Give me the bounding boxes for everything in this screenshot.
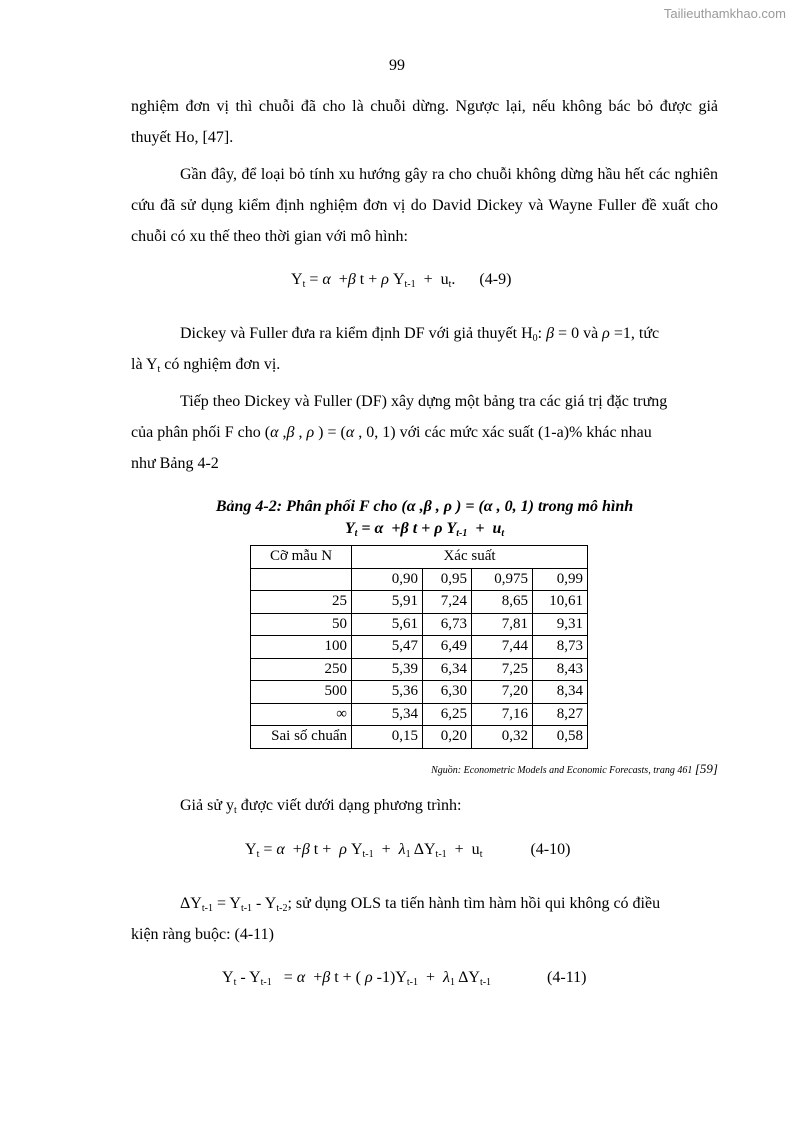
value-cell: 5,39	[352, 658, 423, 681]
paragraph-4: Tiếp theo Dickey và Fuller (DF) xây dựng một bảng tra các giá trị đặc trưng của phân phối F cho (α ,β , ρ ) = (α , 0, 1) với các mức xác suất (1-a)% khác nhau như Bảng 4-2	[131, 393, 668, 472]
value-cell: 9,31	[533, 613, 588, 636]
table-row	[251, 636, 588, 659]
watermark: Tailieuthamkhao.com	[663, 6, 786, 21]
table-row	[251, 591, 588, 614]
value-cell: 8,34	[533, 681, 588, 704]
value-cell: 8,73	[533, 636, 588, 659]
value-cell: 6,49	[423, 636, 472, 659]
equation-4-9: $Y_t = \alpha +\beta$ t + ρ $Y_{t-1} + u_t$. (4-9)	[291, 271, 512, 290]
table-row	[251, 613, 588, 636]
table-row	[251, 658, 588, 681]
sample-size-cell: Sai số chuẩn	[251, 726, 352, 749]
value-cell: 8,27	[533, 703, 588, 726]
value-cell: 6,34	[423, 658, 472, 681]
table-source: Nguồn: Econometric Models and Economic Forecasts, trang 461 [59]	[431, 761, 718, 776]
paragraph-6: $\Delta Y_{t-1} = Y_{t-1} - Y_{t-2}$; sử dụng OLS ta tiến hành tìm hàm hồi qui không có điều kiện ràng buộc: (4-11)	[131, 895, 661, 943]
table-caption: Bảng 4-2: Phân phối F cho (α ,β , ρ ) = (α , 0, 1) trong mô hình $Y_t = \alpha +\beta$ t + ρ $Y_{t-1} + u_t$	[215, 498, 634, 539]
sample-size-cell: 50	[251, 613, 352, 636]
distribution-table	[250, 545, 588, 749]
value-cell: 7,24	[423, 591, 472, 614]
value-cell: 8,65	[472, 591, 533, 614]
value-cell: 7,81	[472, 613, 533, 636]
paragraph-1: nghiệm đơn vị thì chuỗi đã cho là chuỗi dừng. Ngược lại, nếu không bác bỏ được giả thuyết Ho, [47].	[131, 98, 718, 146]
equation-4-11: $Y_t - Y_{t-1} = \alpha +\beta$ t + ( ρ $-1)Y_{t-1} + \lambda_1$ $\Delta Y_{t-1}$ (4-11)	[222, 969, 587, 988]
value-cell: 0,20	[423, 726, 472, 749]
header-probability: Xác suất	[352, 546, 588, 569]
value-cell: 5,34	[352, 703, 423, 726]
value-cell: 6,30	[423, 681, 472, 704]
value-cell: 0,58	[533, 726, 588, 749]
sample-size-cell: ∞	[251, 703, 352, 726]
value-cell: 5,36	[352, 681, 423, 704]
table-probability-row	[251, 568, 588, 591]
value-cell: 6,25	[423, 703, 472, 726]
sample-size-cell: 25	[251, 591, 352, 614]
value-cell: 7,16	[472, 703, 533, 726]
value-cell: 0,32	[472, 726, 533, 749]
table-row	[251, 726, 588, 749]
equation-number: (4-10)	[530, 841, 571, 858]
probability-cell: 0,95	[423, 568, 472, 591]
value-cell: 5,61	[352, 613, 423, 636]
equation-number: (4-11)	[547, 969, 587, 986]
value-cell: 5,47	[352, 636, 423, 659]
value-cell: 7,44	[472, 636, 533, 659]
value-cell: 10,61	[533, 591, 588, 614]
probability-cell: 0,99	[533, 568, 588, 591]
table-header-row	[251, 546, 588, 569]
probability-cell: 0,975	[472, 568, 533, 591]
value-cell: 6,73	[423, 613, 472, 636]
table-row	[251, 703, 588, 726]
sample-size-cell: 500	[251, 681, 352, 704]
page-number: 99	[389, 57, 405, 74]
value-cell: 5,91	[352, 591, 423, 614]
equation-4-10: $Y_t = \alpha +\beta$ t + ρ $Y_{t-1} + \lambda_1$ $\Delta Y_{t-1} + u_t$ (4-10)	[245, 841, 571, 860]
paragraph-3: Dickey và Fuller đưa ra kiểm định DF với giả thuyết $H_0$: β = 0 và ρ =1, tức là $Y_t$ có nghiệm đơn vị.	[131, 325, 660, 375]
probability-cell: 0,90	[352, 568, 423, 591]
sample-size-cell: 250	[251, 658, 352, 681]
value-cell: 8,43	[533, 658, 588, 681]
value-cell: 0,15	[352, 726, 423, 749]
paragraph-5: Giả sử $y_t$ được viết dưới dạng phương trình:	[180, 797, 462, 816]
header-sample-size: Cỡ mẫu N	[251, 546, 352, 569]
value-cell: 7,20	[472, 681, 533, 704]
paragraph-2: Gần đây, để loại bỏ tính xu hướng gây ra cho chuỗi không dừng hầu hết các nghiên cứu đã sử dụng kiểm định nghiệm đơn vị do David Dickey và Wayne Fuller đề xuất cho chuỗi có xu thế theo thời gian với mô hình:	[131, 166, 718, 245]
sample-size-cell: 100	[251, 636, 352, 659]
value-cell: 7,25	[472, 658, 533, 681]
equation-number: (4-9)	[479, 271, 512, 288]
table-row	[251, 681, 588, 704]
